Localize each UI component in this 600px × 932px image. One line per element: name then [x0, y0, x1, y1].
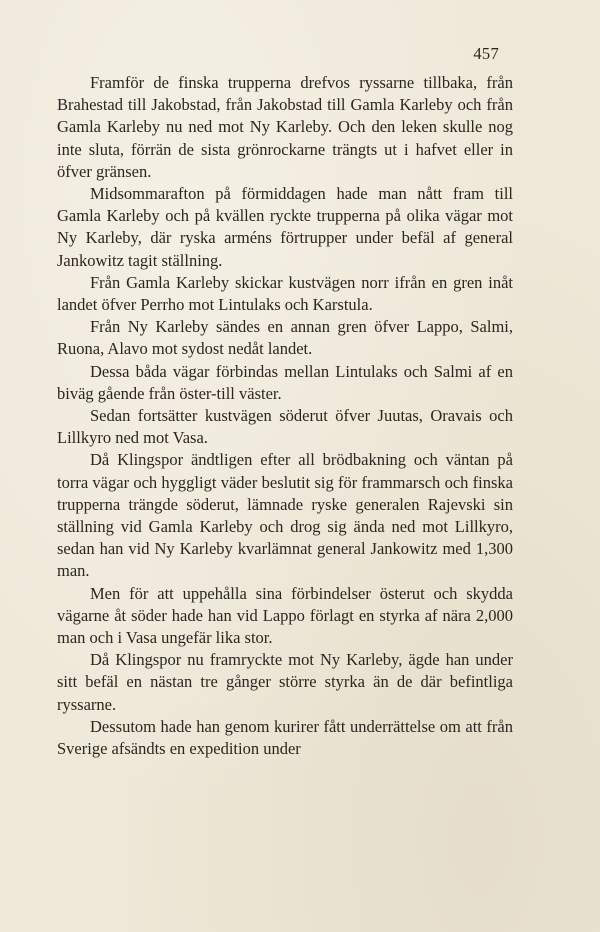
- paragraph: Då Klingspor ändtligen efter all brödbakning och väntan på torra vägar och hyggligt väder beslutit sig för frammarsch och finska trupperna trängde söderut, lämnade ryske generalen Rajevski sin ställning vid Gamla Karleby och drog sig ända ned mot Lillkyro, sedan han vid Ny Karleby kvarlämnat general Jankowitz med 1,300 man.: [57, 450, 513, 581]
- paragraph: Då Klingspor nu framryckte mot Ny Karleby, ägde han under sitt befäl en nästan tre gånger större styrka än de där befintliga ryssarne.: [57, 650, 513, 714]
- paragraph: Från Ny Karleby sändes en annan gren öfver Lappo, Salmi, Ruona, Alavo mot sydost nedåt landet.: [57, 317, 513, 359]
- paragraph: Från Gamla Karleby skickar kustvägen norr ifrån en gren inåt landet öfver Perrho mot Lintulaks och Karstula.: [57, 272, 513, 315]
- paragraph: Framför de finska trupperna drefvos ryssarne tillbaka, från Brahestad till Jakobstad, från Jakobstad till Gamla Karleby och från Gamla Karleby nu ned mot Ny Karleby. Och den leken skulle nog inte sluta, förrän de sista grönrockarne trängts ut i hafvet eller in öfver gränsen.: [57, 73, 513, 181]
- body-text: [57, 72, 513, 760]
- paragraph: Dessa båda vägar förbindas mellan Lintulaks och Salmi af en biväg gående från öster-till väster.: [57, 361, 513, 403]
- paragraph: Midsommarafton på förmiddagen hade man nått fram till Gamla Karleby och på kvällen ryckte trupperna på olika vägar mot Ny Karleby, där ryska arméns förtrupper under befäl af general Jankowitz tagit ställning.: [57, 184, 513, 270]
- paragraph: Men för att uppehålla sina förbindelser österut och skydda vägarne åt söder hade han vid Lappo förlagt en styrka af nära 2,000 man och i Vasa ungefär lika stor.: [57, 583, 513, 648]
- paragraph: Sedan fortsätter kustvägen söderut öfver Juutas, Oravais och Lillkyro ned mot Vasa.: [57, 406, 513, 448]
- paragraph: Dessutom hade han genom kurirer fått underrättelse om att från Sverige afsändts en expedition under: [57, 716, 513, 759]
- page-number: 457: [473, 44, 499, 63]
